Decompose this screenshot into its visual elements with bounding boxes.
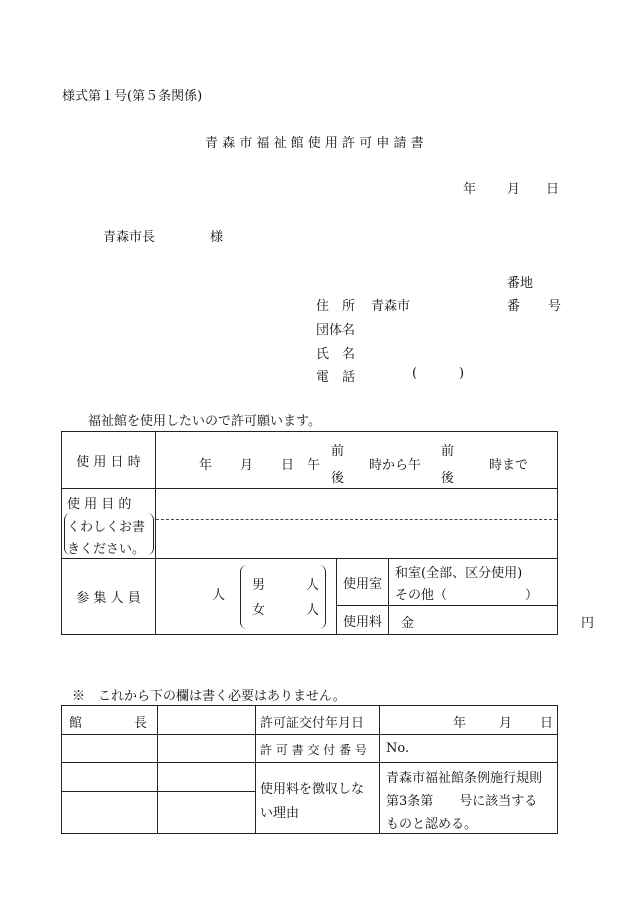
address-city: 青森市: [371, 299, 411, 314]
banchi-label: 番地: [507, 276, 534, 291]
stamp-cell-2[interactable]: [158, 735, 256, 763]
male-label: 男: [252, 578, 266, 593]
date-label: 使 用 日 時: [76, 454, 141, 470]
phone-paren-open: (: [412, 366, 418, 381]
end-zen: 前: [441, 444, 455, 459]
date-value-cell: [156, 432, 558, 489]
form-number: 様式第１号(第５条関係): [62, 89, 203, 104]
group-label: 団体名: [316, 323, 356, 338]
stamp-cell-5[interactable]: [62, 792, 158, 834]
stamp-cell-4[interactable]: [158, 763, 256, 792]
phone-paren-close: ): [459, 366, 465, 381]
male-unit: 人: [306, 578, 320, 593]
request-text: 福祉館を使用したいので許可願います。: [88, 414, 321, 429]
purpose-label: 使 用 目 的: [67, 497, 132, 512]
phone-label: 電 話: [316, 370, 356, 385]
fee-value-cell[interactable]: [389, 606, 595, 635]
date-nen: 年: [199, 458, 213, 473]
purpose-label-cell: [62, 489, 156, 559]
rule-line1: 青森市福祉館条例施行規則: [386, 771, 543, 786]
addressee-honorific: 様: [210, 230, 224, 245]
permit-number-label-cell: [256, 735, 380, 763]
attendees-label: 参 集 人 員: [76, 591, 141, 606]
purpose-note-2: きください。: [67, 542, 146, 557]
rule-line3: ものと認める。: [386, 817, 478, 832]
time-until: 時まで: [489, 458, 529, 473]
permit-date-day: 日: [540, 716, 554, 731]
attendees-label-cell: [62, 559, 156, 635]
time-from: 時から午: [369, 458, 422, 473]
usage-table: [61, 431, 595, 635]
female-label: 女: [252, 603, 266, 618]
permit-number-value: No.: [386, 741, 410, 756]
page-title: 青 森 市 福 祉 館 使 用 許 可 申 請 書: [205, 136, 424, 151]
stamp-cell-1[interactable]: [62, 735, 158, 763]
room-option-washitsu: 和室(全部、区分使用): [395, 566, 523, 581]
rule-line2: 第3条第 号に該当する: [386, 794, 538, 809]
start-go: 後: [331, 471, 345, 486]
waiver-reason-label-cell: [256, 763, 380, 834]
purpose-note-1: くわしくお書: [67, 520, 146, 535]
purpose-dashed-divider: [156, 519, 557, 520]
permit-date-label-cell: [256, 706, 380, 735]
purpose-value-cell[interactable]: [156, 489, 558, 559]
room-label-cell: [337, 559, 389, 606]
office-note: ※ これから下の欄は書く必要はありません。: [72, 689, 346, 704]
stamp-cell-3[interactable]: [62, 763, 158, 792]
fee-label-cell: [337, 606, 389, 635]
permit-number-label: 許 可 書 交 付 番 号: [260, 743, 367, 757]
female-unit: 人: [306, 603, 320, 618]
attendees-value-cell[interactable]: [156, 559, 337, 635]
waiver-reason-line1: 使用料を徴収しな: [260, 782, 365, 797]
date-nichi: 日: [281, 458, 295, 473]
director-label-cell: [62, 706, 158, 735]
director-label: 館 長: [69, 716, 148, 731]
waiver-rule-cell: [380, 763, 558, 834]
ban-label: 番: [507, 299, 521, 314]
permit-date-year: 年: [453, 716, 467, 731]
permit-date-label: 許可証交付年月日: [260, 716, 365, 731]
name-label: 氏 名: [316, 347, 356, 362]
permit-number-value-cell[interactable]: [380, 735, 558, 763]
date-gatsu: 月: [240, 458, 254, 473]
fee-yen: 円: [581, 616, 595, 631]
date-label-cell: [62, 432, 156, 489]
start-zen: 前: [331, 444, 345, 459]
permit-date-month: 月: [499, 716, 513, 731]
room-label: 使用室: [342, 576, 382, 592]
fee-label: 使用料: [342, 614, 382, 630]
date-day: 日: [546, 182, 560, 197]
addressee-name: 青森市長: [103, 230, 156, 245]
date-month: 月: [507, 182, 521, 197]
fee-kin: 金: [401, 616, 415, 631]
room-option-other: その他（ ）: [395, 588, 539, 603]
office-table: [61, 705, 558, 834]
room-value-cell[interactable]: [389, 559, 558, 606]
purpose-note-bracket: [64, 513, 154, 555]
go-label: 号: [548, 299, 562, 314]
permit-date-value-cell[interactable]: [380, 706, 558, 735]
start-go-prefix: 午: [307, 458, 321, 473]
address-label: 住 所: [316, 299, 356, 314]
stamp-cell-6[interactable]: [158, 792, 256, 834]
date-year: 年: [463, 182, 477, 197]
end-go: 後: [441, 471, 455, 486]
director-stamp-cell[interactable]: [158, 706, 256, 735]
waiver-reason-line2: い理由: [260, 806, 300, 821]
attendees-total-unit: 人: [212, 588, 226, 603]
